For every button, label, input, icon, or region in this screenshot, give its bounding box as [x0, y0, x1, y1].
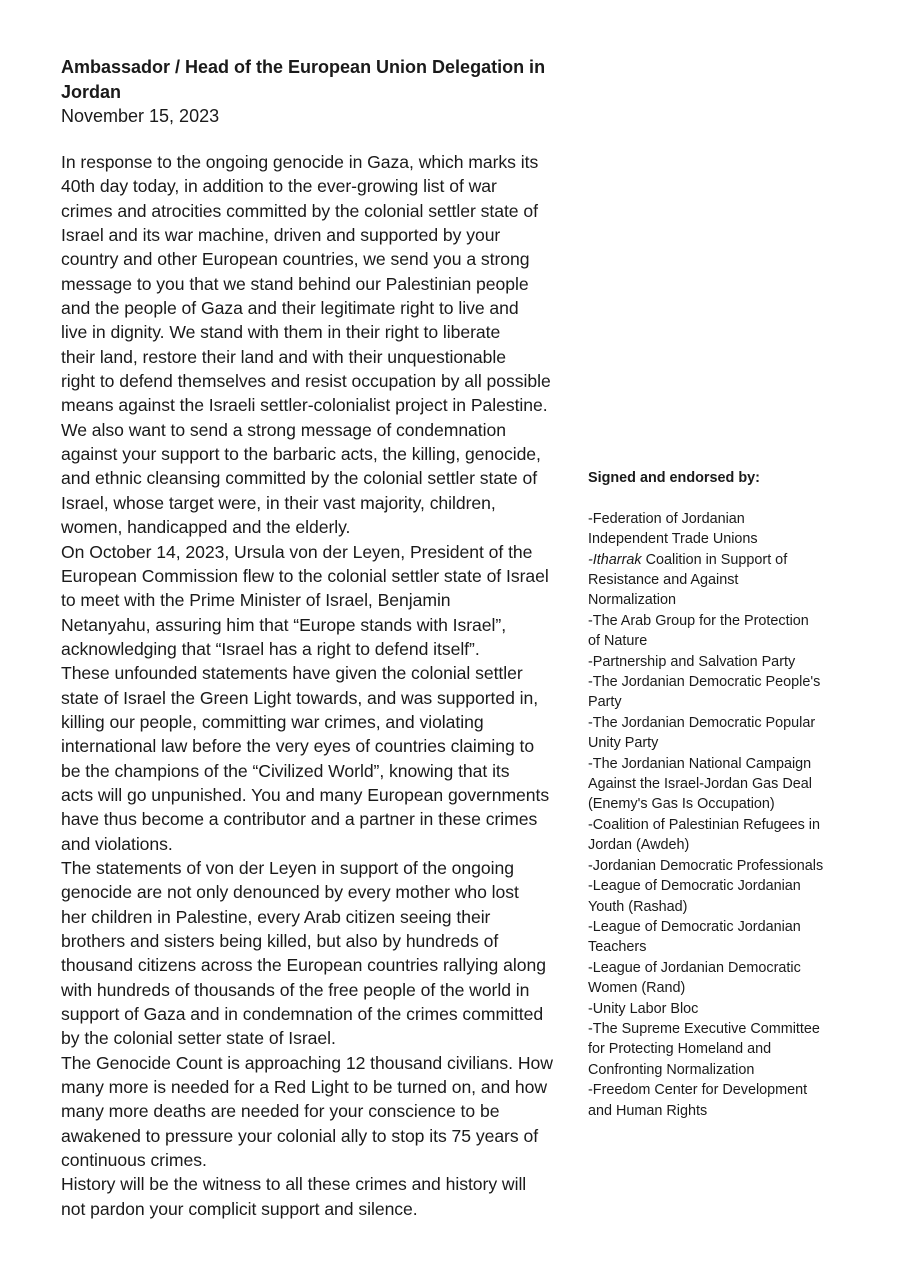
- letter-body-line: right to defend themselves and resist occupation by all possible: [61, 371, 551, 392]
- letter-body-line: support of Gaza and in condemnation of the crimes committed: [61, 1004, 544, 1025]
- letter-body-line: brothers and sisters being killed, but also by hundreds of: [61, 931, 499, 951]
- letter-body-line: and ethnic cleansing committed by the colonial settler state of: [61, 468, 538, 489]
- letter-body-line: against your support to the barbaric acts, the killing, genocide,: [61, 444, 541, 465]
- letter-header: [61, 55, 561, 129]
- letter-body-line: European Commission flew to the colonial settler state of Israel: [61, 565, 549, 586]
- signatory-line: -The Jordanian Democratic People's: [588, 674, 821, 691]
- signatory-line: -The Supreme Executive Committee: [588, 1020, 820, 1037]
- letter-body-line: Netanyahu, assuring him that “Europe stands with Israel”,: [61, 614, 507, 635]
- signatory-line: Unity Party: [588, 735, 659, 752]
- signatory-line: -The Jordanian Democratic Popular: [588, 714, 816, 731]
- signatory-line: Teachers: [588, 939, 647, 956]
- signatories-block: [588, 468, 858, 1121]
- letter-body-line: These unfounded statements have given the colonial settler: [61, 663, 523, 684]
- letter-body-line: means against the Israeli settler-colonialist project in Palestine.: [61, 395, 548, 416]
- letter-body-line: acknowledging that “Israel has a right to defend itself”.: [61, 638, 480, 659]
- signatory-line: for Protecting Homeland and: [588, 1041, 772, 1058]
- signatory-line: (Enemy's Gas Is Occupation): [588, 796, 775, 813]
- signatory-line: -League of Democratic Jordanian: [588, 878, 801, 895]
- letter-body-line: and violations.: [61, 833, 173, 854]
- letter-body-line: state of Israel the Green Light towards, and was supported in,: [61, 687, 539, 708]
- signatory-line: Youth (Rashad): [588, 898, 688, 915]
- letter-body-line: country and other European countries, we send you a strong: [61, 249, 530, 270]
- recipient-line: Jordan: [61, 81, 122, 102]
- signatory-line: Confronting Normalization: [588, 1061, 755, 1078]
- letter-body-line: Israel and its war machine, driven and supported by your: [61, 225, 501, 246]
- signatory-line: -Jordanian Democratic Professionals: [588, 857, 824, 874]
- letter-body-line: have thus become a contributor and a partner in these crimes: [61, 809, 538, 830]
- signatory-line: Resistance and Against: [588, 572, 739, 589]
- letter-body-line: to meet with the Prime Minister of Israel, Benjamin: [61, 590, 451, 611]
- letter-body-line: many more deaths are needed for your conscience to be: [61, 1101, 500, 1122]
- signatory-line: -League of Democratic Jordanian: [588, 918, 801, 935]
- letter-body-line: their land, restore their land and with their unquestionable: [61, 346, 506, 367]
- signatory-line: -Unity Labor Bloc: [588, 1000, 699, 1017]
- letter-body-line: continuous crimes.: [61, 1150, 207, 1171]
- letter-body-line: In response to the ongoing genocide in Gaza, which marks its: [61, 152, 539, 172]
- signatory-line: [588, 550, 858, 570]
- signatory-line: -The Arab Group for the Protection: [588, 612, 809, 629]
- signatory-line: -The Jordanian National Campaign: [588, 755, 812, 772]
- letter-body-line: The Genocide Count is approaching 12 thousand civilians. How: [61, 1052, 553, 1073]
- recipient-line: Ambassador / Head of the European Union Delegation in: [61, 57, 546, 77]
- recipient: [61, 55, 561, 104]
- letter-body-line: We also want to send a strong message of condemnation: [61, 419, 506, 440]
- letter-body-line: her children in Palestine, every Arab citizen seeing their: [61, 906, 491, 927]
- letter-body-line: by the colonial setter state of Israel.: [61, 1028, 336, 1049]
- signatory-line: Women (Rand): [588, 980, 686, 997]
- signatory-line: Independent Trade Unions: [588, 531, 758, 548]
- signatories-list: [588, 509, 858, 1121]
- signatory-line: Normalization: [588, 592, 676, 609]
- signatory-line: -Coalition of Palestinian Refugees in: [588, 816, 820, 833]
- letter-body-line: 40th day today, in addition to the ever-growing list of war: [61, 176, 497, 197]
- letter-body-line: women, handicapped and the elderly.: [61, 517, 351, 538]
- signatory-italic-name: -Itharrak: [588, 551, 642, 568]
- signatory-line: and Human Rights: [588, 1102, 708, 1119]
- signatories-heading: Signed and endorsed by:: [588, 470, 760, 486]
- letter-body-line: Israel, whose target were, in their vast majority, children,: [61, 492, 496, 513]
- letter-body-line: not pardon your complicit support and silence.: [61, 1198, 418, 1219]
- signatory-line: Against the Israel-Jordan Gas Deal: [588, 776, 812, 793]
- signatory-line: -Federation of Jordanian: [588, 510, 745, 527]
- letter-date: November 15, 2023: [61, 106, 220, 126]
- letter-body-line: with hundreds of thousands of the free people of the world in: [61, 979, 530, 1000]
- letter-body-line: History will be the witness to all these crimes and history will: [61, 1174, 527, 1195]
- letter-body-line: international law before the very eyes of countries claiming to: [61, 736, 535, 757]
- letter-body-line: On October 14, 2023, Ursula von der Leyen, President of the: [61, 541, 533, 562]
- letter-body-line: acts will go unpunished. You and many European governments: [61, 784, 550, 805]
- letter-body: [61, 150, 581, 1221]
- signatory-line: -Partnership and Salvation Party: [588, 653, 796, 670]
- letter-body-line: many more is needed for a Red Light to be turned on, and how: [61, 1077, 548, 1098]
- letter-body-line: live in dignity. We stand with them in their right to liberate: [61, 322, 501, 343]
- letter-body-line: crimes and atrocities committed by the colonial settler state of: [61, 200, 538, 221]
- letter-body-line: be the champions of the “Civilized World”, knowing that its: [61, 760, 510, 781]
- signatory-line: of Nature: [588, 633, 648, 650]
- signatory-line: Jordan (Awdeh): [588, 837, 690, 854]
- signatory-text: Coalition in Support of: [641, 551, 788, 568]
- letter-body-line: killing our people, committing war crimes, and violating: [61, 711, 484, 732]
- letter-body-line: thousand citizens across the European countries rallying along: [61, 955, 546, 976]
- letter-body-line: awakened to pressure your colonial ally to stop its 75 years of: [61, 1125, 539, 1146]
- signatory-line: -Freedom Center for Development: [588, 1082, 808, 1099]
- letter-body-line: genocide are not only denounced by every mother who lost: [61, 882, 519, 903]
- letter-body-line: and the people of Gaza and their legitimate right to live and: [61, 298, 519, 319]
- letter-body-line: message to you that we stand behind our Palestinian people: [61, 273, 529, 294]
- signatory-line: -League of Jordanian Democratic: [588, 959, 801, 976]
- signatory-line: Party: [588, 694, 622, 711]
- letter-body-line: The statements of von der Leyen in support of the ongoing: [61, 857, 514, 878]
